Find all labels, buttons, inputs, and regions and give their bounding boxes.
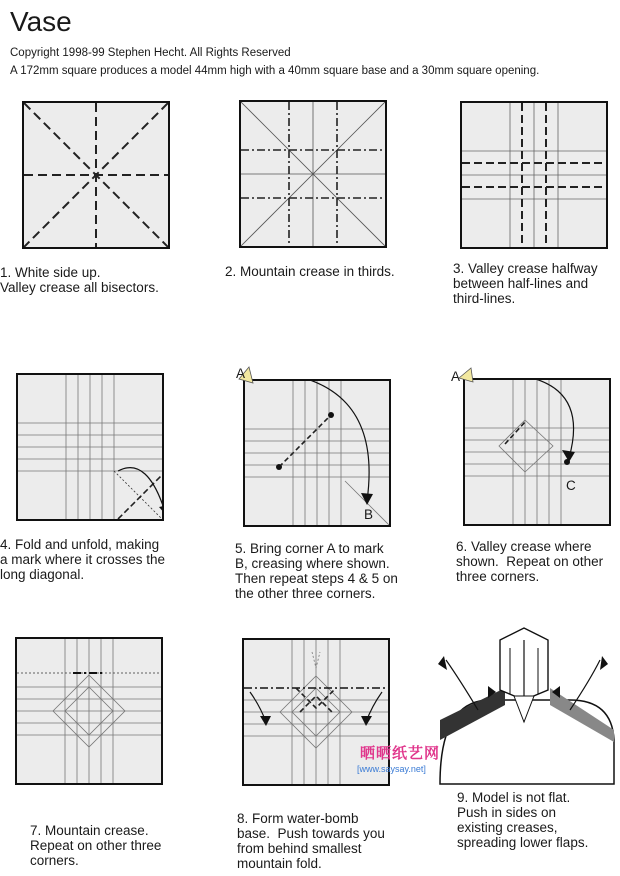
step-6-diagram (463, 378, 611, 526)
page-title: Vase (10, 6, 72, 37)
step-9-caption: 9. Model is not flat. Push in sides on existing creases, spreading lower flaps. (457, 790, 589, 850)
step-5-caption: 5. Bring corner A to mark B, creasing where shown. Then repeat steps 4 & 5 on the other three corners. (235, 541, 398, 601)
step-5-label-a: A (236, 366, 246, 381)
step-6-caption: 6. Valley crease where shown. Repeat on other three corners. (456, 539, 604, 584)
watermark-title: 晒晒纸艺网 (360, 745, 441, 762)
step-6-label-c: C (566, 478, 576, 493)
step-6-label-a: A (451, 369, 461, 384)
model-spec-line: A 172mm square produces a model 44mm high with a 40mm square base and a 30mm square opening. (10, 65, 540, 77)
step-5-diagram (243, 379, 391, 527)
step-3-caption: 3. Valley crease halfway between half-lines and third-lines. (453, 261, 598, 306)
step-4-caption: 4. Fold and unfold, making a mark where it crosses the long diagonal. (0, 537, 166, 582)
step-4-diagram (16, 373, 164, 521)
step-5-label-b: B (364, 507, 374, 522)
step-2-caption: 2. Mountain crease in thirds. (225, 264, 395, 279)
copyright-line: Copyright 1998-99 Stephen Hecht. All Rights Reserved (10, 47, 291, 59)
step-1-caption: 1. White side up. Valley crease all bisectors. (0, 265, 159, 295)
step-2-diagram (239, 100, 387, 248)
step-1-diagram (22, 101, 170, 249)
step-8-caption: 8. Form water-bomb base. Push towards you from behind smallest mountain fold. (237, 811, 385, 871)
watermark-url: [www.saysay.net] (357, 764, 426, 774)
step-7-caption: 7. Mountain crease. Repeat on other three corners. (30, 823, 162, 868)
step-7-diagram (15, 637, 163, 785)
step-3-diagram (460, 101, 608, 249)
